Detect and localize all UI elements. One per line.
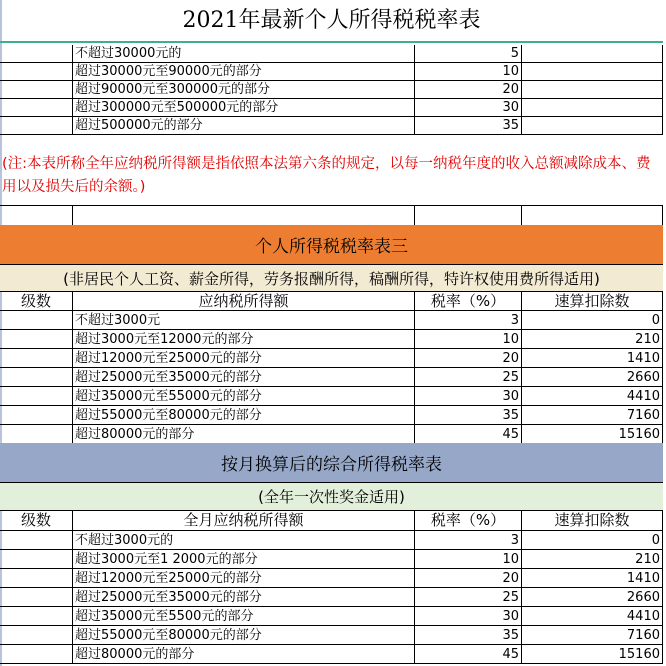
range-cell[interactable]: 超过300000元至500000元的部分 [73, 99, 415, 116]
table-row [0, 387, 663, 406]
rate-cell[interactable]: 30 [415, 387, 522, 405]
page-title[interactable]: 2021年最新个人所得税税率表 [182, 7, 481, 33]
range-cell[interactable]: 超过80000元的部分 [73, 425, 415, 443]
rate-cell[interactable]: 45 [415, 425, 522, 443]
deduction-cell[interactable]: 4410 [522, 387, 663, 405]
table3-subtitle[interactable]: (非居民个人工资、薪金所得，劳务报酬所得，稿酬所得，特许权使用费所得适用) [63, 269, 600, 288]
header-rate[interactable]: 税率（%） [415, 511, 522, 530]
level-cell[interactable] [0, 425, 73, 443]
deduction-cell[interactable] [522, 45, 663, 62]
deduction-cell[interactable] [522, 99, 663, 116]
deduction-cell[interactable] [522, 63, 663, 80]
table-row [0, 569, 663, 588]
rate-cell[interactable]: 45 [415, 645, 522, 663]
level-cell[interactable] [0, 349, 73, 367]
monthly-subtitle-band [0, 483, 663, 511]
table-row [0, 349, 663, 368]
range-cell[interactable]: 超过25000元至35000元的部分 [73, 368, 415, 386]
range-cell[interactable]: 不超过3000元 [73, 311, 415, 329]
range-cell[interactable]: 超过35000元至55000元的部分 [73, 387, 415, 405]
rate-cell[interactable]: 5 [415, 45, 522, 62]
range-cell[interactable]: 超过55000元至80000元的部分 [73, 406, 415, 424]
level-cell[interactable] [0, 607, 73, 625]
level-cell[interactable] [0, 626, 73, 644]
level-cell[interactable] [0, 81, 73, 98]
monthly-title[interactable]: 按月换算后的综合所得税率表 [221, 455, 442, 475]
rate-cell[interactable]: 20 [415, 569, 522, 587]
empty-cell[interactable] [73, 206, 415, 225]
range-cell[interactable]: 超过55000元至80000元的部分 [73, 626, 415, 644]
rate-cell[interactable]: 10 [415, 63, 522, 80]
level-cell[interactable] [0, 550, 73, 568]
header-deduction[interactable]: 速算扣除数 [522, 511, 663, 530]
table-row [0, 311, 663, 330]
deduction-cell[interactable]: 15160 [522, 425, 663, 443]
rate-cell[interactable]: 10 [415, 330, 522, 348]
deduction-cell[interactable]: 4410 [522, 607, 663, 625]
level-cell[interactable] [0, 588, 73, 606]
level-cell[interactable] [0, 99, 73, 116]
range-cell[interactable]: 超过25000元至35000元的部分 [73, 588, 415, 606]
deduction-cell[interactable]: 7160 [522, 406, 663, 424]
table-row [0, 406, 663, 425]
rate-cell[interactable]: 3 [415, 531, 522, 549]
header-level[interactable]: 级数 [0, 511, 73, 530]
deduction-cell[interactable]: 7160 [522, 626, 663, 644]
level-cell[interactable] [0, 45, 73, 62]
level-cell[interactable] [0, 368, 73, 386]
range-cell[interactable]: 超过500000元的部分 [73, 117, 415, 134]
range-cell[interactable]: 不超过3000元的 [73, 531, 415, 549]
monthly-subtitle[interactable]: (全年一次性奖金适用) [258, 488, 405, 506]
rate-cell[interactable]: 35 [415, 406, 522, 424]
empty-row [0, 206, 663, 225]
rate-cell[interactable]: 30 [415, 607, 522, 625]
deduction-cell[interactable]: 2660 [522, 588, 663, 606]
rate-cell[interactable]: 35 [415, 626, 522, 644]
header-deduction[interactable]: 速算扣除数 [522, 292, 663, 310]
deduction-cell[interactable]: 0 [522, 531, 663, 549]
level-cell[interactable] [0, 311, 73, 329]
level-cell[interactable] [0, 531, 73, 549]
table3-subtitle-band [0, 265, 663, 292]
rate-cell[interactable]: 20 [415, 81, 522, 98]
deduction-cell[interactable]: 0 [522, 311, 663, 329]
table-row [0, 330, 663, 349]
range-cell[interactable]: 超过80000元的部分 [73, 645, 415, 663]
rate-cell[interactable]: 25 [415, 368, 522, 386]
header-range[interactable]: 应纳税所得额 [73, 292, 415, 310]
deduction-cell[interactable]: 210 [522, 550, 663, 568]
header-level[interactable]: 级数 [0, 292, 73, 310]
table-row [0, 425, 663, 443]
deduction-cell[interactable]: 1410 [522, 349, 663, 367]
empty-cell[interactable] [415, 206, 522, 225]
range-cell[interactable]: 超过12000元至25000元的部分 [73, 349, 415, 367]
title-row [0, 0, 663, 43]
rate-cell[interactable]: 10 [415, 550, 522, 568]
table3-title-band [0, 225, 663, 265]
rate-cell[interactable]: 25 [415, 588, 522, 606]
empty-cell[interactable] [0, 206, 73, 225]
level-cell[interactable] [0, 406, 73, 424]
empty-cell[interactable] [522, 206, 663, 225]
level-cell[interactable] [0, 387, 73, 405]
table3-header-row [0, 292, 663, 311]
table-row [0, 63, 663, 81]
table-row [0, 607, 663, 626]
range-cell[interactable]: 超过30000元至90000元的部分 [73, 63, 415, 80]
level-cell[interactable] [0, 330, 73, 348]
header-rate[interactable]: 税率（%） [415, 292, 522, 310]
table-row [0, 368, 663, 387]
deduction-cell[interactable] [522, 117, 663, 134]
table3-title[interactable]: 个人所得税税率表三 [255, 237, 408, 257]
header-range[interactable]: 全月应纳税所得额 [73, 511, 415, 530]
monthly-title-band [0, 443, 663, 483]
rate-cell[interactable]: 35 [415, 117, 522, 134]
deduction-cell[interactable]: 2660 [522, 368, 663, 386]
range-cell[interactable]: 超过12000元至25000元的部分 [73, 569, 415, 587]
range-cell[interactable]: 超过90000元至300000元的部分 [73, 81, 415, 98]
table-row [0, 550, 663, 569]
level-cell[interactable] [0, 645, 73, 663]
deduction-cell[interactable]: 210 [522, 330, 663, 348]
range-cell[interactable]: 超过35000元至5500元的部分 [73, 607, 415, 625]
table-row [0, 81, 663, 99]
table-row [0, 531, 663, 550]
deduction-cell[interactable] [522, 81, 663, 98]
level-cell[interactable] [0, 63, 73, 80]
range-cell[interactable]: 超过3000元至1 2000元的部分 [73, 550, 415, 568]
deduction-cell[interactable]: 1410 [522, 569, 663, 587]
monthly-header-row [0, 511, 663, 531]
table-row [0, 588, 663, 607]
level-cell[interactable] [0, 117, 73, 134]
note-row [0, 135, 663, 206]
table-row [0, 626, 663, 645]
table-row [0, 45, 663, 63]
table-row [0, 99, 663, 117]
table-row [0, 645, 663, 664]
table-row [0, 117, 663, 135]
rate-cell[interactable]: 30 [415, 99, 522, 116]
rate-cell[interactable]: 3 [415, 311, 522, 329]
level-cell[interactable] [0, 569, 73, 587]
range-cell[interactable]: 不超过30000元的 [73, 45, 415, 62]
range-cell[interactable]: 超过3000元至12000元的部分 [73, 330, 415, 348]
note-text[interactable]: (注:本表所称全年应纳税所得额是指依照本法第六条的规定，以每一纳税年度的收入总额减除成本、费用以及损失后的余额。) [2, 156, 651, 195]
deduction-cell[interactable]: 15160 [522, 645, 663, 663]
rate-cell[interactable]: 20 [415, 349, 522, 367]
